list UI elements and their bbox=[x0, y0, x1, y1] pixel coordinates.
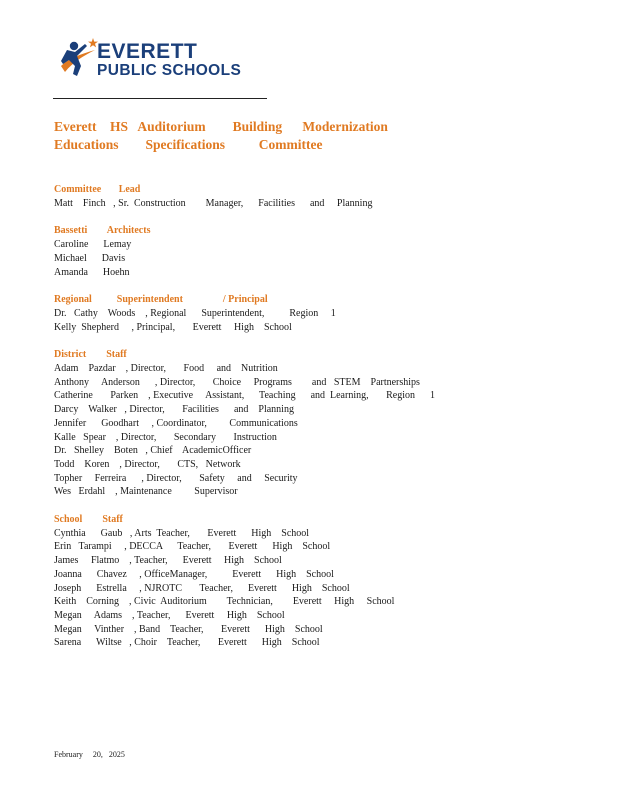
roster-section bbox=[54, 224, 594, 279]
member-entry: Topher Ferreira , Director, Safety and Security bbox=[54, 472, 298, 484]
roster-section bbox=[54, 183, 594, 210]
member-entry: Darcy Walker , Director, Facilities and Planning bbox=[54, 404, 294, 416]
member-entry: Dr. Shelley Boten , Chief AcademicOfficer bbox=[54, 445, 252, 457]
member-entry: Dr. Cathy Woods , Regional Superintendent, Region 1 bbox=[54, 307, 336, 319]
committee-roster bbox=[54, 183, 594, 664]
member-entry: Joanna Chavez , OfficeManager, Everett High School bbox=[54, 568, 334, 580]
section-heading: District Staff bbox=[54, 349, 127, 361]
logo-wordmark-line1: EVERETT bbox=[97, 40, 198, 63]
logo-wordmark-line2: PUBLIC SCHOOLS bbox=[97, 62, 242, 79]
member-entry: Anthony Anderson , Director, Choice Programs and STEM Partnerships bbox=[54, 376, 420, 388]
runner-star-icon bbox=[55, 36, 99, 82]
member-entry: Erin Tarampi , DECCA Teacher, Everett High School bbox=[54, 541, 331, 553]
roster-section bbox=[54, 513, 594, 650]
member-entry: Keith Corning , Civic Auditorium Technician, Everett High School bbox=[54, 596, 395, 608]
section-heading: School Staff bbox=[54, 514, 123, 526]
section-heading: Bassetti Architects bbox=[54, 225, 151, 237]
member-entry: Sarena Wiltse , Choir Teacher, Everett High School bbox=[54, 637, 320, 649]
member-entry: Amanda Hoehn bbox=[54, 266, 130, 278]
member-entry: Kalle Spear , Director, Secondary Instruction bbox=[54, 431, 277, 443]
member-entry: James Flatmo , Teacher, Everett High School bbox=[54, 555, 282, 567]
footer-date: February 20, 2025 bbox=[54, 750, 125, 759]
member-entry: Jennifer Goodhart , Coordinator, Communications bbox=[54, 417, 298, 429]
title-line-2: Educations Specifications Committee bbox=[54, 137, 323, 152]
member-entry: Catherine Parken , Executive Assistant, Teaching and Learning, Region 1 bbox=[54, 390, 435, 402]
roster-section bbox=[54, 293, 594, 334]
member-entry: Wes Erdahl , Maintenance Supervisor bbox=[54, 486, 238, 498]
member-entry: Caroline Lemay bbox=[54, 239, 132, 251]
member-entry: Matt Finch , Sr. Construction Manager, Facilities and Planning bbox=[54, 197, 373, 209]
member-entry: Megan Adams , Teacher, Everett High School bbox=[54, 609, 285, 621]
member-entry: Michael Davis bbox=[54, 252, 126, 264]
document-title bbox=[54, 118, 388, 154]
member-entry: Adam Pazdar , Director, Food and Nutrition bbox=[54, 363, 278, 375]
header-divider bbox=[53, 98, 267, 99]
member-entry: Megan Vinther , Band Teacher, Everett High School bbox=[54, 623, 323, 635]
member-entry: Joseph Estrella , NJROTC Teacher, Everett High School bbox=[54, 582, 350, 594]
section-heading: Committee Lead bbox=[54, 184, 141, 195]
member-entry: Kelly Shepherd , Principal, Everett High School bbox=[54, 321, 292, 333]
member-entry: Cynthia Gaub , Arts Teacher, Everett High School bbox=[54, 527, 310, 539]
district-logo bbox=[55, 36, 265, 84]
roster-section bbox=[54, 348, 594, 499]
title-line-1: Everett HS Auditorium Building Modernization bbox=[54, 119, 388, 134]
section-heading: Regional Superintendent / Principal bbox=[54, 294, 268, 306]
member-entry: Todd Koren , Director, CTS, Network bbox=[54, 458, 241, 470]
